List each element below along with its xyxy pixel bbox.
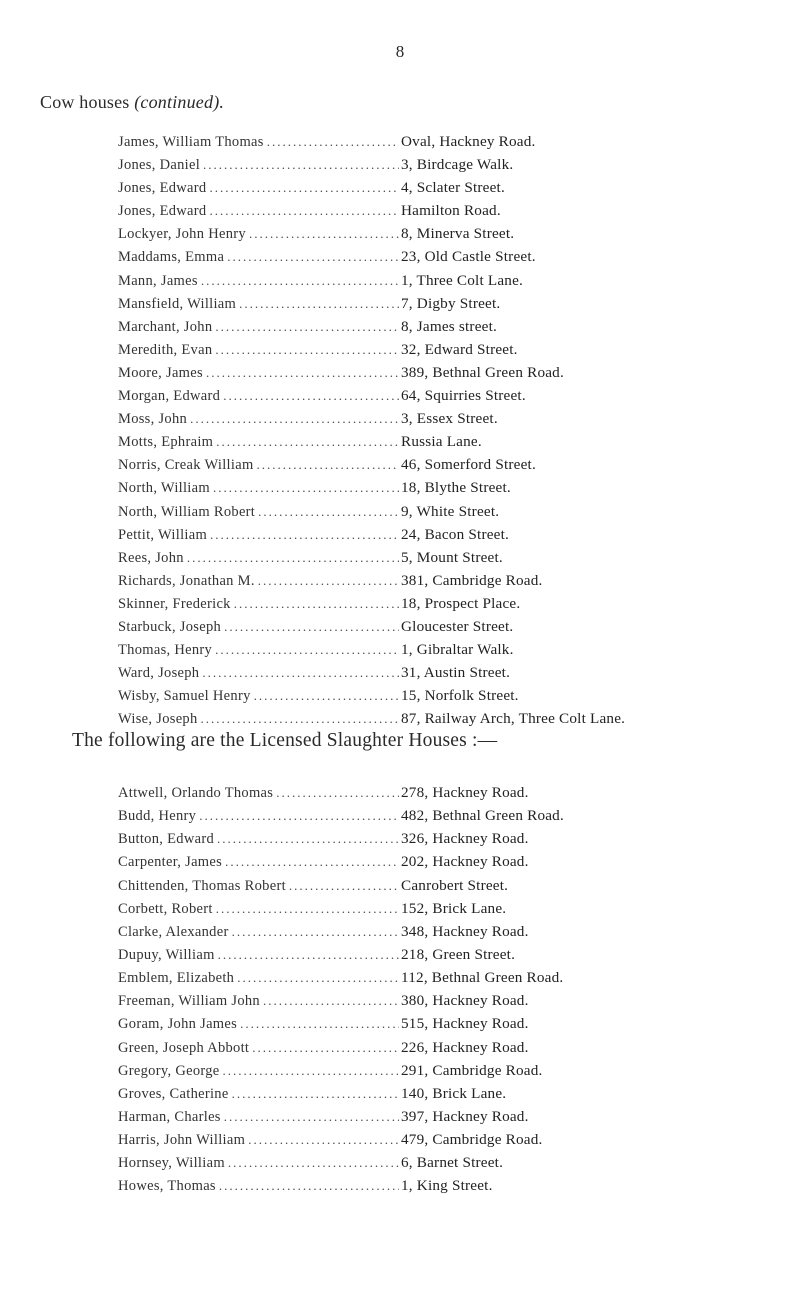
entry-name-cell (118, 342, 399, 359)
list-item (118, 1154, 758, 1177)
list-item (118, 456, 758, 479)
entry-name: Goram, John James (118, 1016, 238, 1033)
dot-leader (209, 203, 399, 219)
entry-name-cell (118, 1040, 399, 1057)
entry-address: Gloucester Street. (401, 617, 514, 635)
entry-name-cell (118, 688, 399, 705)
dot-leader (210, 527, 399, 543)
dot-leader (201, 273, 399, 289)
entry-address: 18, Blythe Street. (401, 479, 511, 497)
entry-address: 1, Gibraltar Walk. (401, 641, 514, 659)
entry-name: Ward, Joseph (118, 665, 200, 682)
entry-address: Hamilton Road. (401, 202, 501, 220)
dot-leader (215, 642, 399, 658)
entry-name: Green, Joseph Abbott (118, 1039, 250, 1056)
entry-address: 7, Digby Street. (401, 294, 501, 312)
entry-name: Jones, Daniel (118, 157, 201, 174)
entry-name: Hornsey, William (118, 1155, 225, 1172)
entry-name-cell (118, 527, 399, 544)
entry-name-cell (118, 596, 399, 613)
entry-address: Oval, Hackney Road. (401, 133, 536, 150)
entry-address: 389, Bethnal Green Road. (401, 363, 564, 381)
page-number: 8 (395, 42, 405, 61)
list-item (118, 225, 758, 248)
entry-name-cell (118, 1132, 399, 1149)
entry-address: 380, Hackney Road. (401, 992, 529, 1010)
list-item (118, 664, 758, 687)
entry-name-cell (118, 808, 399, 825)
entry-address: 18, Prospect Place. (401, 594, 521, 612)
entry-address: 202, Hackney Road. (401, 853, 529, 871)
entry-address: 24, Bacon Street. (401, 525, 509, 543)
entry-name-cell (118, 457, 399, 474)
dot-leader (276, 785, 399, 801)
entry-name-cell (118, 296, 399, 313)
dot-leader (215, 342, 399, 358)
entry-name: Jones, Edward (118, 180, 207, 197)
entry-name: Motts, Ephraim (118, 434, 214, 451)
entry-name-cell (118, 203, 399, 220)
entry-name: Norris, Creak William (118, 457, 254, 474)
entry-name-cell (118, 901, 399, 918)
entry-address: 381, Cambridge Road. (401, 571, 543, 589)
list-item (118, 923, 758, 946)
list-item (118, 1062, 758, 1085)
dot-leader (216, 901, 399, 917)
list-item (118, 133, 758, 156)
entry-name-cell (118, 619, 399, 636)
list-item (118, 618, 758, 641)
entry-address: 8, James street. (401, 317, 497, 335)
dot-leader (257, 457, 399, 473)
entry-name-cell (118, 411, 399, 428)
entry-address: 112, Bethnal Green Road. (401, 969, 564, 987)
entry-address: 6, Barnet Street. (401, 1154, 504, 1172)
entry-name: Rees, John (118, 549, 184, 566)
dot-leader (213, 480, 399, 496)
list-item (118, 272, 758, 295)
dot-leader (209, 180, 399, 196)
entry-name: Pettit, William (118, 526, 208, 543)
entry-address: 9, White Street. (401, 502, 500, 520)
list-item (118, 503, 758, 526)
entry-address: 5, Mount Street. (401, 548, 503, 566)
entry-name: Attwell, Orlando Thomas (118, 785, 274, 801)
entry-name-cell (118, 993, 399, 1010)
entry-name: Howes, Thomas (118, 1178, 216, 1195)
entry-name-cell (118, 273, 399, 290)
entry-name-cell (118, 226, 399, 243)
dot-leader (267, 134, 399, 150)
entry-address: 1, King Street. (401, 1177, 493, 1195)
entry-name: Dupuy, William (118, 946, 215, 963)
list-item (118, 433, 758, 456)
list-item (118, 1108, 758, 1131)
entry-name: North, William (118, 480, 210, 497)
list-item (118, 641, 758, 664)
list-item (118, 877, 758, 900)
dot-leader (225, 854, 399, 870)
entry-name-cell (118, 1016, 399, 1033)
dot-leader (224, 1109, 399, 1125)
dot-leader (201, 711, 399, 727)
list-item (118, 156, 758, 179)
entry-address: 348, Hackney Road. (401, 922, 529, 940)
list-item (118, 853, 758, 876)
dot-leader (199, 808, 399, 824)
dot-leader (190, 411, 399, 427)
entry-address: 23, Old Castle Street. (401, 248, 536, 266)
dot-leader (232, 1086, 399, 1102)
list-item (118, 946, 758, 969)
dot-leader (224, 619, 399, 635)
entry-name: Moss, John (118, 411, 188, 428)
list-item (118, 572, 758, 595)
dot-leader (227, 249, 399, 265)
entry-name-cell (118, 642, 399, 659)
entry-name-cell (118, 480, 399, 497)
list-item (118, 807, 758, 830)
entry-name: Mann, James (118, 272, 198, 289)
dot-leader (216, 434, 399, 450)
cow-houses-heading (40, 92, 224, 113)
list-item (118, 1015, 758, 1038)
entry-name: Wisby, Samuel Henry (118, 688, 251, 705)
list-item (118, 969, 758, 992)
entry-name: Jones, Edward (118, 203, 207, 220)
entry-name: James, William Thomas (118, 134, 264, 150)
entry-name-cell (118, 249, 399, 266)
slaughter-houses-list (118, 784, 758, 1201)
entry-name-cell (118, 1063, 399, 1080)
entry-address: 3, Essex Street. (401, 410, 498, 428)
entry-name: Maddams, Emma (118, 249, 225, 266)
entry-name: Emblem, Elizabeth (118, 970, 235, 987)
list-item (118, 179, 758, 202)
list-item (118, 410, 758, 433)
entry-name-cell (118, 711, 399, 728)
dot-leader (232, 924, 399, 940)
list-item (118, 900, 758, 923)
slaughter-houses-heading: The following are the Licensed Slaughter Houses :— (72, 730, 498, 751)
entry-name: Morgan, Edward (118, 388, 221, 405)
entry-address: 4, Sclater Street. (401, 179, 505, 197)
entry-address: 515, Hackney Road. (401, 1015, 529, 1033)
entry-name-cell (118, 924, 399, 941)
list-item (118, 364, 758, 387)
entry-name: Starbuck, Joseph (118, 618, 222, 635)
entry-address: 482, Bethnal Green Road. (401, 807, 564, 825)
entry-name: Gregory, George (118, 1062, 220, 1079)
entry-name: Marchant, John (118, 318, 213, 335)
entry-name-cell (118, 157, 399, 174)
entry-address: 1, Three Colt Lane. (401, 271, 524, 289)
dot-leader (254, 688, 399, 704)
list-item (118, 830, 758, 853)
entry-address: 152, Brick Lane. (401, 899, 507, 917)
entry-name: Skinner, Frederick (118, 595, 231, 612)
entry-address: 64, Squirries Street. (401, 387, 526, 405)
dot-leader (217, 831, 399, 847)
list-item (118, 295, 758, 318)
entry-name-cell (118, 1178, 399, 1195)
dot-leader (263, 993, 399, 1009)
entry-name: Harman, Charles (118, 1108, 221, 1125)
entry-address: Russia Lane. (401, 433, 482, 451)
entry-name: Wise, Joseph (118, 711, 198, 728)
list-item (118, 479, 758, 502)
entry-name-cell (118, 665, 399, 682)
entry-address: 3, Birdcage Walk. (401, 156, 514, 174)
entry-name: Corbett, Robert (118, 900, 213, 917)
entry-name: Meredith, Evan (118, 341, 213, 358)
list-item (118, 341, 758, 364)
cow-houses-heading-text: Cow houses (40, 92, 130, 112)
dot-leader (258, 504, 399, 520)
entry-name: Chittenden, Thomas Robert (118, 877, 286, 894)
entry-name: Clarke, Alexander (118, 923, 229, 940)
entry-name: Moore, James (118, 364, 203, 381)
dot-leader (234, 596, 399, 612)
dot-leader (215, 319, 399, 335)
dot-leader (289, 878, 399, 894)
dot-leader (252, 1040, 399, 1056)
list-item (118, 248, 758, 271)
dot-leader (187, 550, 399, 566)
dot-leader (240, 1016, 399, 1032)
entry-address: 226, Hackney Road. (401, 1038, 529, 1056)
entry-name-cell (118, 573, 399, 590)
dot-leader (228, 1155, 399, 1171)
entry-address: 397, Hackney Road. (401, 1107, 529, 1125)
list-item (118, 387, 758, 410)
cow-houses-heading-note: (continued). (134, 92, 225, 112)
dot-leader (218, 947, 399, 963)
entry-name-cell (118, 504, 399, 521)
entry-name: Budd, Henry (118, 808, 197, 825)
entry-name-cell (118, 134, 399, 151)
entry-name-cell (118, 947, 399, 964)
dot-leader (203, 157, 399, 173)
entry-name: Groves, Catherine (118, 1085, 229, 1102)
entry-name-cell (118, 1109, 399, 1126)
dot-leader (223, 388, 399, 404)
list-item (118, 784, 758, 807)
entry-name-cell (118, 434, 399, 451)
entry-name-cell (118, 388, 399, 405)
list-item (118, 1131, 758, 1154)
entry-name-cell (118, 878, 399, 895)
entry-address: Canrobert Street. (401, 876, 509, 894)
dot-leader (258, 573, 399, 589)
list-item (118, 1039, 758, 1062)
entry-name: Thomas, Henry (118, 642, 213, 659)
dot-leader (237, 970, 399, 986)
entry-address: 218, Green Street. (401, 945, 516, 963)
list-item (118, 1177, 758, 1200)
entry-name-cell (118, 365, 399, 382)
entry-name: Richards, Jonathan M. (118, 572, 255, 589)
entry-name: Lockyer, John Henry (118, 226, 246, 243)
entry-name-cell (118, 180, 399, 197)
list-item (118, 1085, 758, 1108)
entry-address: 46, Somerford Street. (401, 456, 536, 474)
entry-name: Mansfield, William (118, 295, 237, 312)
list-item (118, 687, 758, 710)
entry-name: Freeman, William John (118, 993, 260, 1010)
entry-name: North, William Robert (118, 503, 256, 520)
entry-name: Carpenter, James (118, 854, 223, 871)
entry-name-cell (118, 831, 399, 848)
entry-name-cell (118, 319, 399, 336)
entry-name: Harris, John William (118, 1132, 246, 1149)
entry-address: 479, Cambridge Road. (401, 1131, 543, 1149)
list-item (118, 595, 758, 618)
dot-leader (248, 1132, 399, 1148)
dot-leader (223, 1063, 399, 1079)
dot-leader (239, 296, 399, 312)
entry-address: 291, Cambridge Road. (401, 1061, 543, 1079)
list-item (118, 992, 758, 1015)
entry-name-cell (118, 970, 399, 987)
entry-address: 140, Brick Lane. (401, 1084, 507, 1102)
entry-name-cell (118, 1086, 399, 1103)
entry-name-cell (118, 1155, 399, 1172)
entry-address: 32, Edward Street. (401, 340, 518, 358)
dot-leader (219, 1178, 399, 1194)
cow-houses-list (118, 133, 758, 733)
list-item (118, 549, 758, 572)
entry-address: 8, Minerva Street. (401, 225, 515, 243)
dot-leader (202, 665, 399, 681)
list-item (118, 526, 758, 549)
entry-name-cell (118, 550, 399, 567)
entry-name-cell (118, 854, 399, 871)
entry-address: 31, Austin Street. (401, 664, 511, 682)
entry-address: 278, Hackney Road. (401, 784, 529, 801)
entry-address: 326, Hackney Road. (401, 830, 529, 848)
entry-name: Button, Edward (118, 831, 215, 848)
dot-leader (206, 365, 399, 381)
list-item (118, 318, 758, 341)
entry-address: 15, Norfolk Street. (401, 687, 519, 705)
list-item (118, 202, 758, 225)
entry-name-cell (118, 785, 399, 802)
entry-address: 87, Railway Arch, Three Colt Lane. (401, 710, 626, 728)
dot-leader (249, 226, 399, 242)
